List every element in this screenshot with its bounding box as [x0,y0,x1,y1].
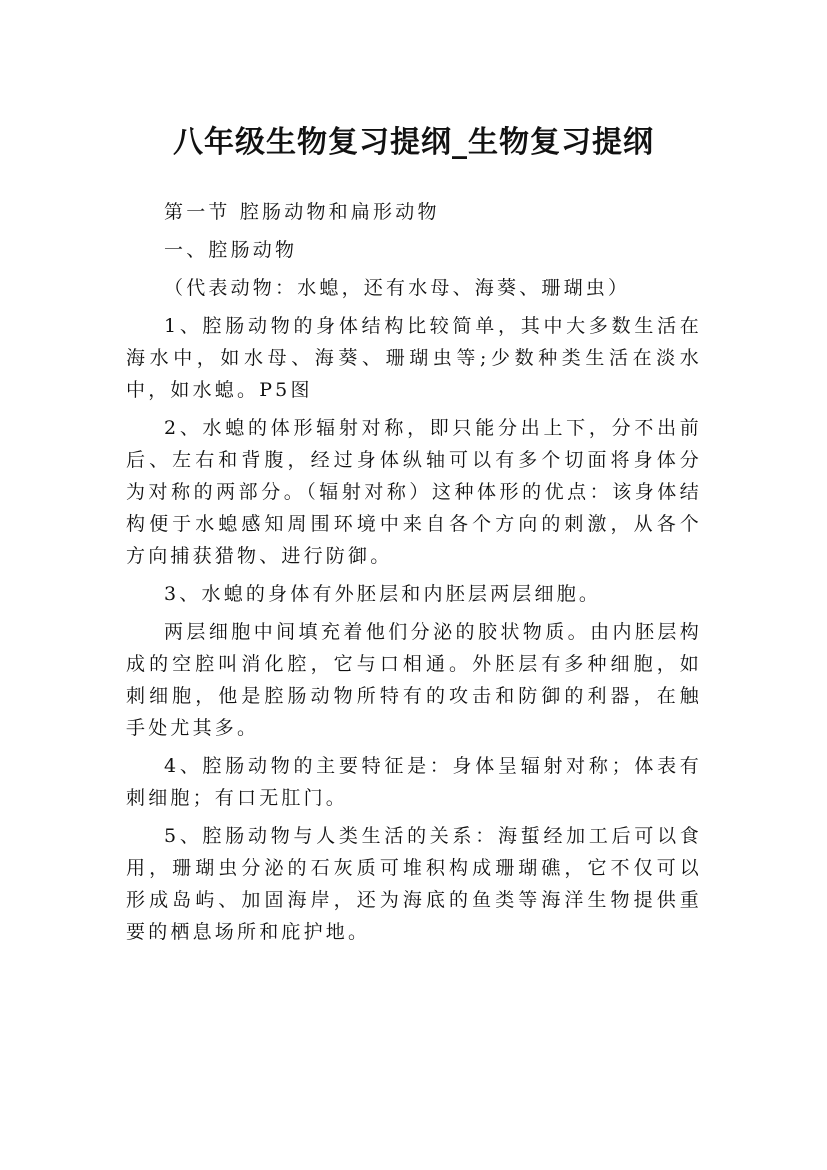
paragraph-representative-animals: （代表动物：水螅，还有水母、海葵、珊瑚虫） [164,277,631,299]
paragraph-point-4: 4、腔肠动物的主要特征是：身体呈辐射对称；体表有刺细胞；有口无肛门。 [126,755,702,809]
document-body [126,196,702,948]
subsection-heading: 一、腔肠动物 [164,239,298,261]
paragraph-point-2: 2、水螅的体形辐射对称，即只能分出上下，分不出前后、左右和背腹，经过身体纵轴可以有多个切面将身体分为对称的两部分。（辐射对称）这种体形的优点：该身体结构便于水螅感知周围环境中来自各个方向的刺激，从各个方向捕获猎物、进行防御。 [126,417,702,567]
document-title: 八年级生物复习提纲_生物复习提纲 [173,125,654,161]
paragraph-point-5: 5、腔肠动物与人类生活的关系：海蜇经加工后可以食用，珊瑚虫分泌的石灰质可堆积构成珊瑚礁，它不仅可以形成岛屿、加固海岸，还为海底的鱼类等海洋生物提供重要的栖息场所和庇护地。 [126,825,702,943]
paragraph-point-1: 1、腔肠动物的身体结构比较简单，其中大多数生活在海水中，如水母、海葵、珊瑚虫等;少数种类生活在淡水中，如水螅。P5图 [126,315,702,401]
paragraph-point-3-detail: 两层细胞中间填充着他们分泌的胶状物质。由内胚层构成的空腔叫消化腔，它与口相通。外胚层有多种细胞，如刺细胞，他是腔肠动物所特有的攻击和防御的利器，在触手处尤其多。 [126,621,702,739]
section-heading: 第一节 腔肠动物和扁形动物 [164,201,440,223]
paragraph-point-3: 3、水螅的身体有外胚层和内胚层两层细胞。 [164,583,602,605]
